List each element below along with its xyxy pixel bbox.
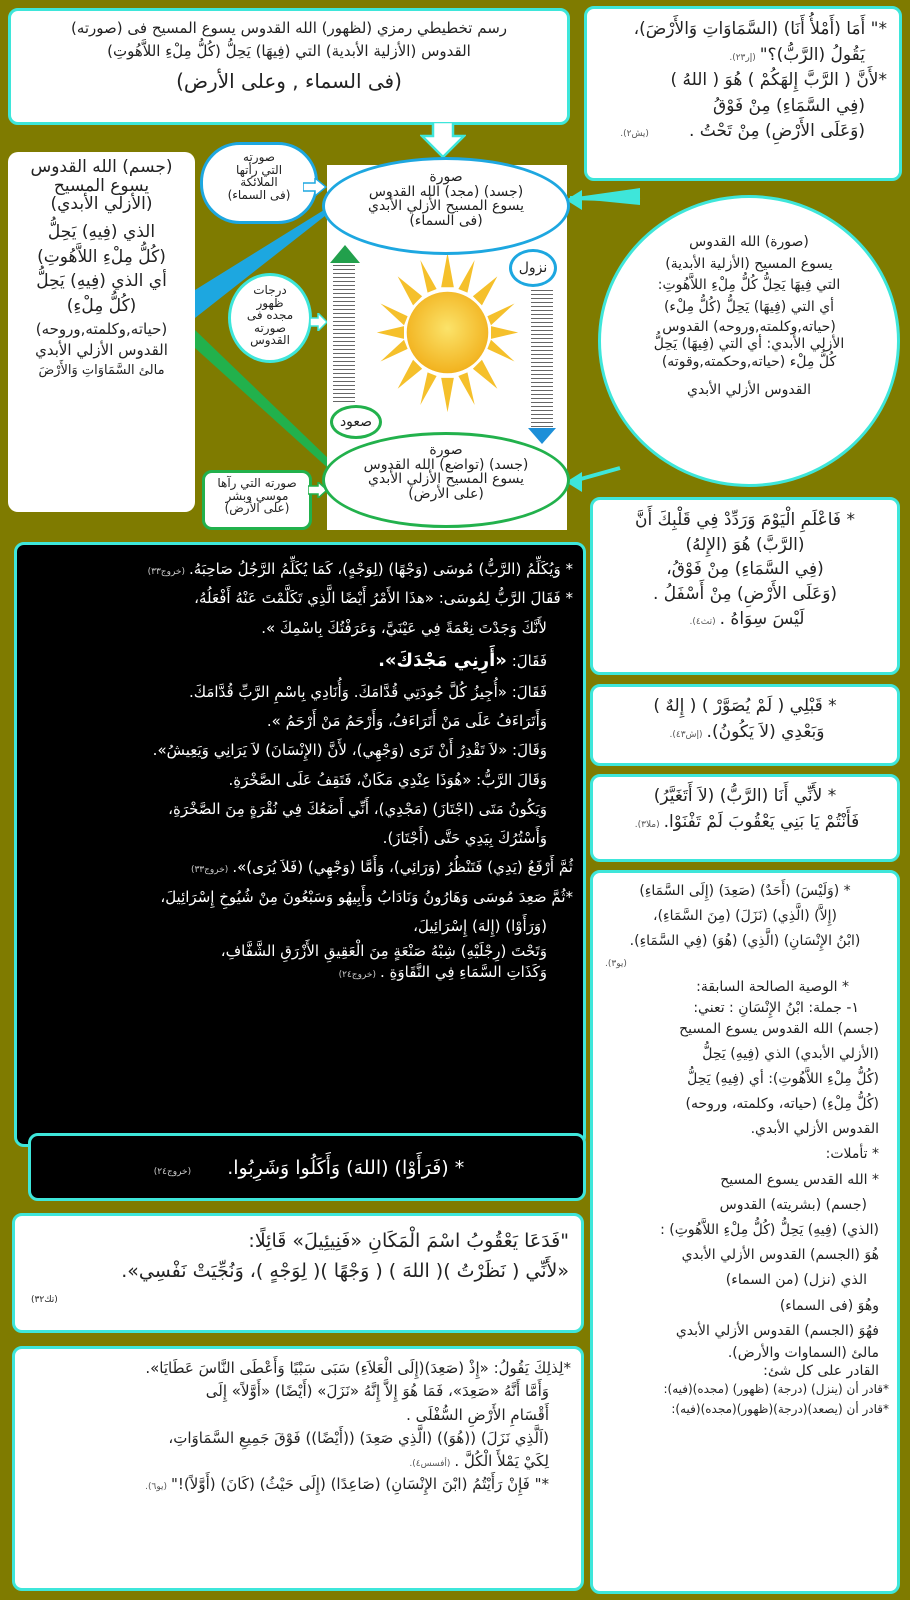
verse-line: *لأَنَّ ( الرَّبَّ إِلهَكُمْ ) هُوَ ( اللهُ ) <box>670 70 887 90</box>
verse-line: فَقَالَ: «أُجِيزُ كُلَّ جُودَتِي قُدَّامَكَ. وَأُنَادِي بِاسْمِ الرَّبِّ قُدَّامَكَ. <box>188 682 547 701</box>
reflection-line: (كُلُّ مِلْءِ اللاَّهُوتِ): أي (فِيهِ) يَحِلُّ <box>687 1070 879 1087</box>
reflection-point-title: ١- جملة: ابْنُ الإِنْسَانِ : تعني: <box>693 999 859 1016</box>
sky-ellipse-line: يسوع المسيح الأزلي الأبدي <box>368 198 524 215</box>
verse-line: وَتَحْتَ (رِجْلَيْهِ) شِبْهُ صَنْعَةٍ مِنَ الْعَقِيقِ الأَزْرَقِ الشَّفَّافِ، <box>220 942 547 961</box>
earth-ellipse-line: (جسد) (تواضع) الله القدوس <box>363 456 529 473</box>
earth-ellipse-line: (على الأرض) <box>408 486 484 503</box>
degrees-label-line: ظهور <box>256 295 284 310</box>
reflection-heading: * الوصية الصالحة السابقة: <box>696 978 849 995</box>
verse-line: لِكَيْ يَمْلأَ الْكُلَّ . <box>454 1452 549 1470</box>
meditation-line: فهُوَ (الجسم) القدوس الأزلي الأبدي <box>675 1322 879 1339</box>
meditation-line: *قادر أن (يصعد)(درجة)(ظهور)(مجده)(فيه): <box>671 1401 889 1416</box>
left-box-line: (الأزلي الأبدي) <box>50 194 153 215</box>
sky-image-ellipse <box>322 157 570 255</box>
cloud-label-line: صورته <box>243 150 275 164</box>
degrees-label-line: مجده فى <box>246 308 294 323</box>
diagram-title-box <box>8 8 570 125</box>
verse-reference: (تك٣٢) <box>31 1294 58 1305</box>
moses-label-line: صورته التي رآها <box>217 476 297 490</box>
circle-line: التي فِيهَا يَحِلُّ كُلُّ مِلْءِ اللاَّهُوتِ: <box>657 277 841 294</box>
degrees-label-line: درجات <box>253 283 287 297</box>
left-box-line: القدوس الأزلي الأبدي <box>35 341 168 360</box>
verse-line: وَأَتَرَاءَفُ عَلَى مَنْ أَتَرَاءَفُ، وَأَرْحَمُ مَنْ أَرْحَمُ ». <box>266 712 547 731</box>
reflection-line: (الأزلي الأبدي) الذي (فِيهِ) يَحِلُّ <box>702 1045 879 1062</box>
degrees-label-line: صورته <box>254 320 286 335</box>
circle-line: القدوس الأزلي الأبدي <box>687 382 811 399</box>
verse-reference: (تث٤). <box>689 616 716 627</box>
verse-line: لَيْسَ سِوَاهُ . <box>719 608 805 629</box>
verse-line: وَأَمَّا أَنَّهُ «صَعِدَ»، فَمَا هُوَ إِلاَّ إِنَّهُ «نَزَلَ» (أَيْضًا) «أَوَّلاً» إِلَى <box>205 1382 549 1401</box>
moses-saw-box <box>202 470 312 530</box>
verse-box-know-today <box>590 497 900 675</box>
verse-line: (فِي السَّمَاءِ) مِنْ فَوْقُ، <box>666 559 824 580</box>
meditations-heading: * تأملات: <box>825 1146 879 1163</box>
verse-reference: (يش٢). <box>620 129 649 139</box>
verse-line: «لأَنِّي ( نَظَرْتُ )( اللهَ ) ( وَجْهًا )( لِوَجْهٍ )، وَنُجِّيَتْ نَفْسِي». <box>121 1260 569 1283</box>
verse-line: ثُمَّ أَرْفَعُ (يَدِي) فَتَنْظُرُ (وَرَائِي)، وَأَمَّا (وَجْهِي) (فَلاَ يُرَى)». <box>232 858 573 877</box>
verse-line: *" أَمَا (أَمْلأُ أَنَا) (السَّمَاوَاتِ وَالأَرْضَ)، <box>633 19 887 39</box>
arrow-down-icon <box>420 122 466 158</box>
verse-reference: (أفسس٤). <box>409 1459 451 1469</box>
verse-reference: (ملا٣). <box>634 820 660 831</box>
descent-label-bubble: نزول <box>509 249 557 287</box>
body-of-christ-box <box>8 152 195 512</box>
glory-degrees-circle <box>228 273 312 363</box>
cloud-label-line: (فى السماء) <box>227 187 291 202</box>
verse-line: فَأَنْتُمْ يَا بَنِي يَعْقُوبَ لَمْ تَفْنَوْا. <box>663 812 860 833</box>
cloud-label-line: التي رأتها <box>235 162 283 177</box>
verse-line: * لأَنِّي أَنَا (الرَّبُّ) (لاَ أَتَغَيَّرُ) <box>653 786 837 806</box>
verse-line: (فِي السَّمَاءِ) مِنْ فَوْقُ <box>713 95 865 116</box>
title-line-2: القدوس (الأزلية الأبدية) التي (فِيهَا) يَحِلُّ (كُلُّ مِلْءِ اللاَّهُوتِ) <box>107 42 471 61</box>
verse-line: "فَدَعَا يَعْقُوبُ اسْمَ الْمَكَانِ «فَنِيئِيلَ» قَائِلًا: <box>248 1230 569 1252</box>
verse-line: (وَعَلَى الأَرْضِ) مِنْ تَحْتُ . <box>688 121 865 141</box>
circle-line: (صورة) الله القدوس <box>689 234 809 250</box>
degrees-label-line: القدوس <box>250 333 290 348</box>
left-box-line: أي الذي (فِيهِ) يَحِلُّ <box>36 271 167 292</box>
meditation-line: هُوَ (الجسم) القدوس الأزلي الأبدي <box>681 1247 879 1264</box>
verse-line: * قَبْلِي ( لَمْ يُصَوَّرْ ) ( إِلهٌ ) <box>653 696 837 716</box>
reflection-verse-line: (ابْنُ الإِنْسَانِ) (الَّذِي) (هُوَ) (فِي السَّمَاءِ). <box>629 933 861 950</box>
verse-reference: (خروج٢٤) <box>338 970 376 981</box>
meditation-line: * الله القدس يسوع المسيح <box>720 1171 879 1188</box>
verse-box-i-change-not <box>590 774 900 862</box>
meditation-line: الذي (نزل) (من السماء) <box>725 1272 867 1289</box>
circle-line: كُلُّ مِلْء (حياته,وحكمته,وقوته) <box>661 354 837 371</box>
verse-line: فَقَالَ: <box>506 651 547 670</box>
meditation-line: القادر على كل شئ: <box>763 1363 879 1380</box>
verse-line: وَكَذَاتِ السَّمَاءِ فِي النَّقَاوَةِ . <box>380 963 547 982</box>
reflections-box <box>590 870 900 1594</box>
left-box-line: الذي (فِيهِ) يَحِلُّ <box>47 222 156 243</box>
descent-ladder <box>531 290 553 430</box>
verse-line: (وَعَلَى الأَرْضِ) مِنْ أَسْفَلُ . <box>652 583 838 604</box>
verse-line: (الرَّبَّ) هُوَ (الإِلهُ) <box>685 534 805 555</box>
ascent-arrow-up-icon <box>330 245 360 263</box>
meditation-line: *قادر أن (ينزل) (درجة) (ظهور) (مجده)(فيه): <box>663 1382 889 1397</box>
reflection-verse-line: (إِلاَّ) (الَّذِي) (نَزَلَ) (مِنَ السَّمَاءِ)، <box>653 908 837 925</box>
saw-god-box <box>28 1133 586 1201</box>
left-box-line: (كُلُّ مِلْءِ اللاَّهُوتِ) <box>37 246 166 267</box>
reflection-line: القدوس الأزلي الأبدي. <box>750 1121 879 1138</box>
ascent-ladder <box>333 265 355 405</box>
title-line-3: (فى السماء , وعلى الأرض) <box>176 68 402 93</box>
verse-line: (وَرَأَوْا) (إِلهَ) إِسْرَائِيلَ، <box>413 916 547 935</box>
reflection-verse-line: * (وَلَيْسَ) (أَحَدٌ) (صَعِدَ) (إِلَى السَّمَاءِ) <box>639 883 851 899</box>
verse-reference: (خروج٢٤) <box>153 1167 192 1177</box>
verse-line: وَيَكُونُ مَتَى (اجْتَازَ) (مَجْدِي)، أَنِّي أَضَعُكَ فِي نُقْرَةٍ مِنَ الصَّخْرَةِ، <box>168 799 547 818</box>
earth-ellipse-line: صورة <box>429 442 463 458</box>
moses-verses-box <box>14 542 586 1147</box>
verse-line: *" فَإِنْ رَأَيْتُمُ (ابْنَ الإِنْسَانِ) (صَاعِدًا) (إِلَى حَيْثُ) (كَانَ) (أَوَّلاً)!" <box>171 1475 549 1494</box>
sun-icon <box>375 250 520 415</box>
verse-line: *ثُمَّ صَعِدَ مُوسَى وَهَارُونُ وَنَادَابُ وَأَبِيهُو وَسَبْعُونَ مِنْ شُيُوخِ إِسْرَائِيلَ، <box>160 887 573 906</box>
meditation-line: وهُوَ (فى السماء) <box>779 1297 879 1314</box>
verse-box-fill-heaven-earth <box>584 6 902 181</box>
verse-highlight: «أَرِنِي مَجْدَكَ». <box>378 649 507 671</box>
sky-ellipse-line: (فى السماء) <box>409 213 483 230</box>
verse-line: * وَيُكَلِّمُ (الرَّبُّ) مُوسَى (وَجْهًا) (لِوَجْهٍ)، كَمَا يُكَلِّمُ الرَّجُلُ صَاحِبَهُ. <box>189 560 573 578</box>
jacob-peniel-box <box>12 1213 584 1333</box>
verse-line: (اَلَّذِي نَزَلَ) ((هُوَ)) (الَّذِي صَعِدَ) ((أَيْضًا)) فَوْقَ جَمِيعِ السَّمَاوَاتِ، <box>168 1428 549 1447</box>
verse-reference: (إش٤٣). <box>669 730 703 741</box>
holy-image-circle <box>598 195 900 487</box>
meditation-line: (الذي) (فِيهِ) يَحِلُّ (كُلُّ مِلْءِ اللاَّهُوتِ) : <box>660 1222 879 1239</box>
left-box-line: (حياته,وكلمته,وروحه) <box>35 319 168 338</box>
circle-line: الأزلي الأبدي: أي التي (فِيهَا) يَحِلُّ <box>653 335 845 352</box>
ascended-descended-box <box>12 1346 584 1591</box>
arrow-right-icon <box>303 178 327 196</box>
circle-line: (حياته,وكلمته,وروحه) القدوس <box>662 318 836 335</box>
meditation-line: مالئ (السماوات والأرض). <box>727 1344 879 1361</box>
verse-line: لأَنَّكَ وَجَدْتَ نِعْمَةً فِي عَيْنَيَّ، وَعَرَفْتُكَ بِاسْمِكَ ». <box>261 618 547 637</box>
descent-arrow-down-icon <box>528 428 556 444</box>
meditation-line: (جسم) (بشريته) القدوس <box>719 1196 867 1213</box>
reflection-line: (جسم) الله القدوس يسوع المسيح <box>679 1020 879 1037</box>
left-box-line: (كُلُّ مِلْءِ) <box>66 295 137 316</box>
left-box-line: (جسم) الله القدوس <box>30 157 173 177</box>
verse-line: * فَقَالَ الرَّبُّ لِمُوسَى: «هذَا الأَمْرُ أَيْضًا الَّذِي تَكَلَّمْتَ عَنْهُ أَفْعَلُهُ، <box>194 589 573 608</box>
arrow-right-icon <box>310 313 328 331</box>
earth-ellipse-line: يسوع المسيح الأزلي الأبدي <box>368 471 524 488</box>
verse-reference: (يو٦). <box>145 1482 168 1493</box>
angels-cloud-bubble <box>200 142 318 224</box>
verse-line: *لِذلِكَ يَقُولُ: «إِذْ (صَعِدَ)(إِلَى الْعَلاَءِ) سَبَى سَبْيًا وَأَعْطَى النَّاسَ عَطَايَا». <box>145 1359 571 1377</box>
circle-line: يسوع المسيح (الأزلية الأبدية) <box>665 255 833 272</box>
verse-box-before-me <box>590 684 900 766</box>
cloud-label-line: الملائكة <box>240 175 278 190</box>
verse-line: وَبَعْدِي (لاَ يَكُونُ). <box>706 722 825 743</box>
verse-reference: (خروج٣٣) <box>147 567 185 577</box>
title-line-1: رسم تخطيطي رمزي (لظهور) الله القدوس يسوع المسيح فى (صورته) <box>70 19 508 37</box>
verse-line: أَقْسَامِ الأَرْضِ السُّفْلَى . <box>406 1405 549 1424</box>
sky-ellipse-line: (جسد) (مجد) الله القدوس <box>368 183 524 200</box>
earth-image-ellipse <box>322 432 570 528</box>
verse-reference: (يو٣). <box>605 958 627 969</box>
verse-line: وَأَسْتُرُكَ بِيَدِي حَتَّى (أَجْتَازَ). <box>382 829 547 848</box>
verse-line: وَقَالَ: «لاَ تَقْدِرُ أَنْ تَرَى (وَجْهِي)، لأَنَّ (الإِنْسَانَ) لاَ يَرَانِي وَيَعِيشُ». <box>152 741 547 760</box>
verse-line: * فَاعْلَمِ الْيَوْمَ وَرَدِّدْ فِي قَلْبِكَ أَنَّ <box>635 510 855 530</box>
verse-line: * (فَرَأَوْا) (اللهَ) وَأَكَلُوا وَشَرِبُوا. <box>227 1157 465 1179</box>
verse-line: وَقَالَ الرَّبُّ: «هُوَذَا عِنْدِي مَكَانٌ، فَتَقِفُ عَلَى الصَّخْرَةِ. <box>228 770 547 789</box>
sky-ellipse-line: صورة <box>429 169 463 185</box>
verse-reference: (إر٢٣). <box>729 52 756 63</box>
moses-label-line: موسي وبشر <box>225 488 289 503</box>
ascent-label-bubble: صعود <box>330 405 382 439</box>
moses-label-line: (على الأرض) <box>224 501 290 516</box>
verse-reference: (خروج٣٣) <box>190 865 229 876</box>
circle-line: أي التي (فِيهَا) يَحِلُّ (كُلُّ مِلْء) <box>663 299 835 316</box>
reflection-line: (كُلُّ مِلْءِ) (حياته، وكلمته، وروحه) <box>685 1096 879 1113</box>
left-box-line: مالئ السَّمَاوَاتِ وَالأَرْضَ <box>38 363 165 379</box>
left-box-line: يسوع المسيح <box>53 175 150 196</box>
verse-line: يَقُولُ (الرَّبُّ)؟" <box>759 44 865 65</box>
